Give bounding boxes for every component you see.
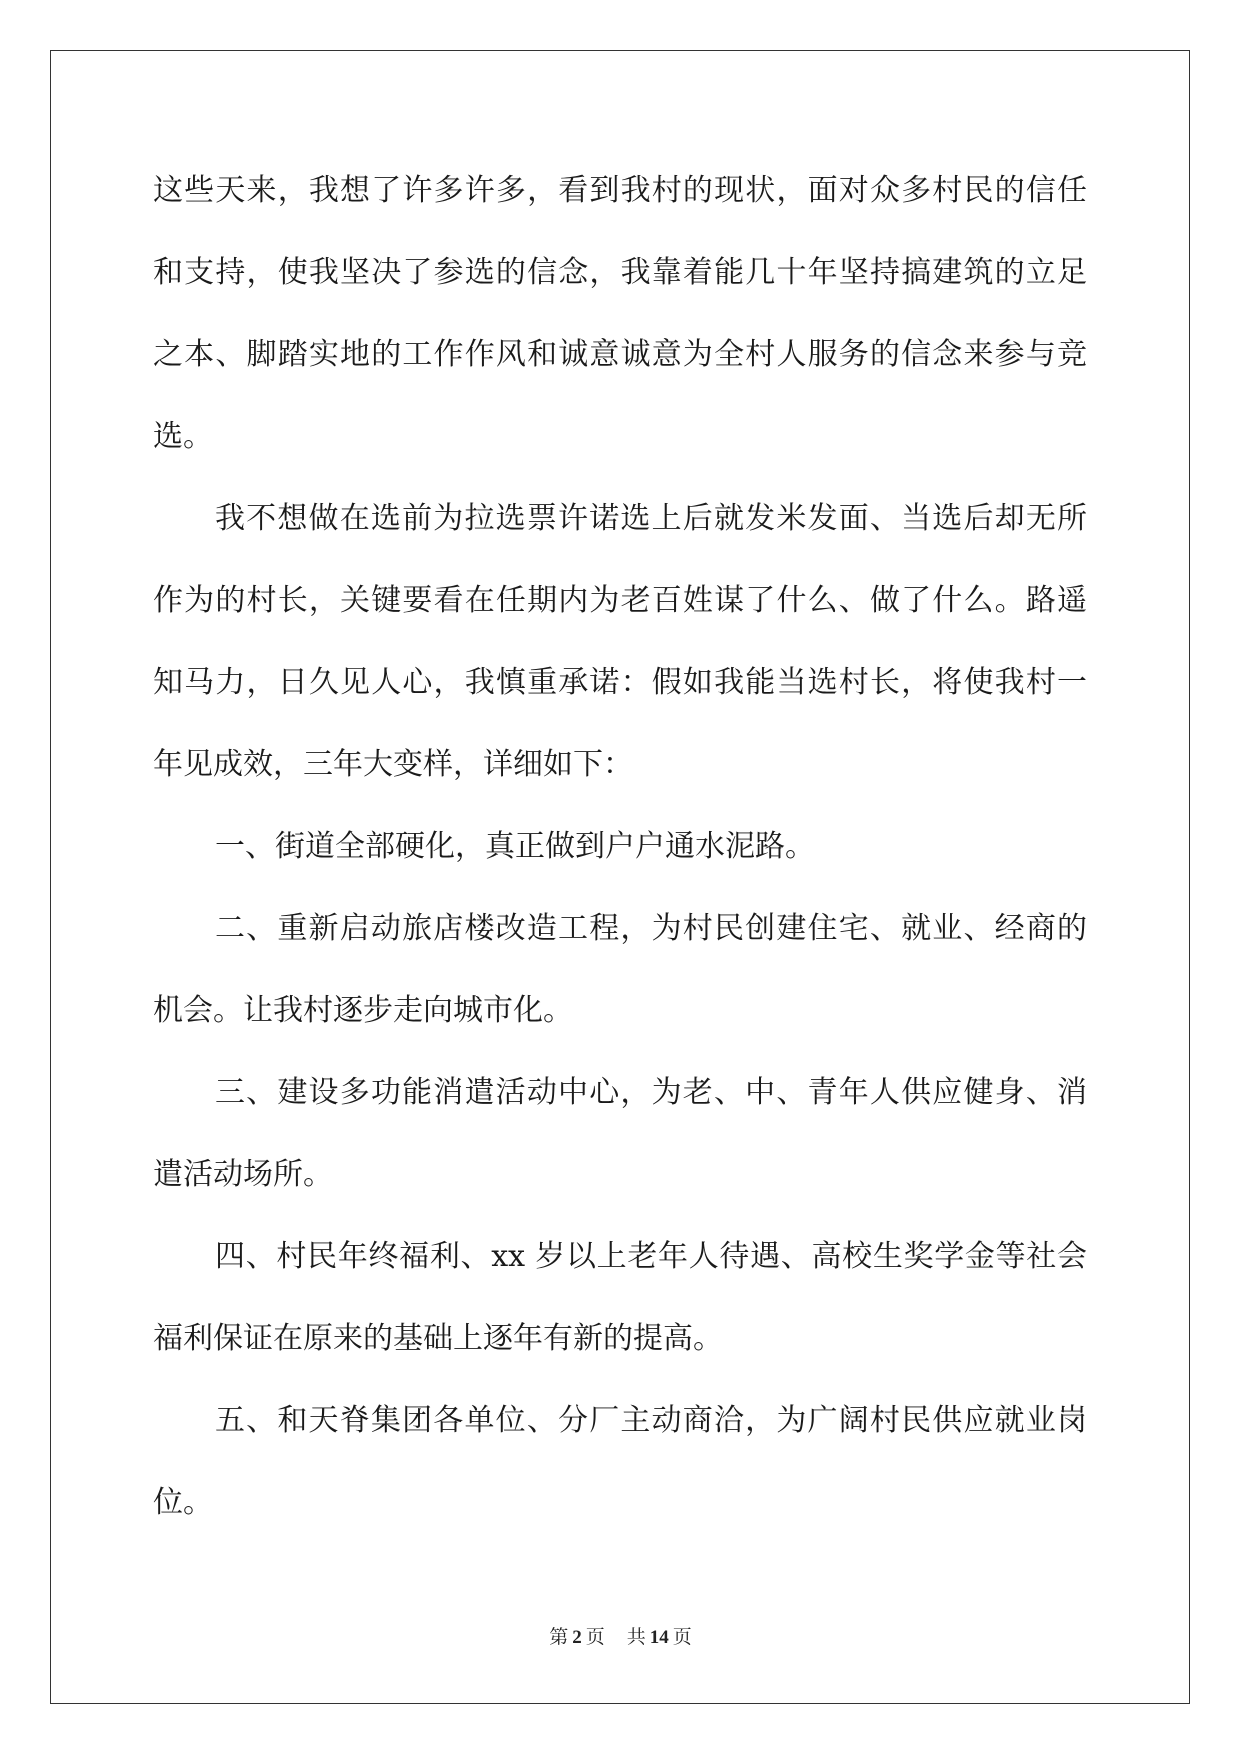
text-line: 和支持，使我坚决了参选的信念，我靠着能几十年坚持搞建筑的立足 (153, 255, 1087, 290)
footer-prefix: 第 (549, 1627, 569, 1648)
text-line: 我不想做在选前为拉选票许诺选上后就发米发面、当选后却无所 (215, 501, 1087, 536)
document-body (153, 150, 1087, 1544)
text-line: 二、重新启动旅店楼改造工程，为村民创建住宅、就业、经商的 (215, 911, 1087, 946)
text-line: 位。 (153, 1485, 213, 1520)
text-line: 五、和天脊集团各单位、分厂主动商洽，为广阔村民供应就业岗 (215, 1403, 1087, 1438)
footer-total-suffix: 页 (672, 1627, 692, 1648)
text-line: 福利保证在原来的基础上逐年有新的提高。 (153, 1321, 723, 1356)
page-footer (0, 1622, 1241, 1649)
footer-page-suffix: 页 (585, 1627, 605, 1648)
text-line: 年见成效，三年大变样，详细如下： (153, 747, 633, 782)
current-page-number: 2 (572, 1627, 582, 1648)
text-line: 一、街道全部硬化，真正做到户户通水泥路。 (215, 829, 815, 864)
footer-total-prefix: 共 (626, 1627, 646, 1648)
text-line: 选。 (153, 419, 213, 454)
text-line: 作为的村长，关键要看在任期内为老百姓谋了什么、做了什么。路遥 (153, 583, 1087, 618)
text-line: 四、村民年终福利、xx 岁以上老年人待遇、高校生奖学金等社会 (215, 1239, 1087, 1274)
text-line: 知马力，日久见人心，我慎重承诺：假如我能当选村长，将使我村一 (153, 665, 1087, 700)
text-line: 这些天来，我想了许多许多，看到我村的现状，面对众多村民的信任 (153, 173, 1087, 208)
total-page-number: 14 (649, 1627, 669, 1648)
text-line: 三、建设多功能消遣活动中心，为老、中、青年人供应健身、消 (215, 1075, 1087, 1110)
text-line: 遣活动场所。 (153, 1157, 333, 1192)
text-line: 机会。让我村逐步走向城市化。 (153, 993, 573, 1028)
text-line: 之本、脚踏实地的工作作风和诚意诚意为全村人服务的信念来参与竞 (153, 337, 1087, 372)
